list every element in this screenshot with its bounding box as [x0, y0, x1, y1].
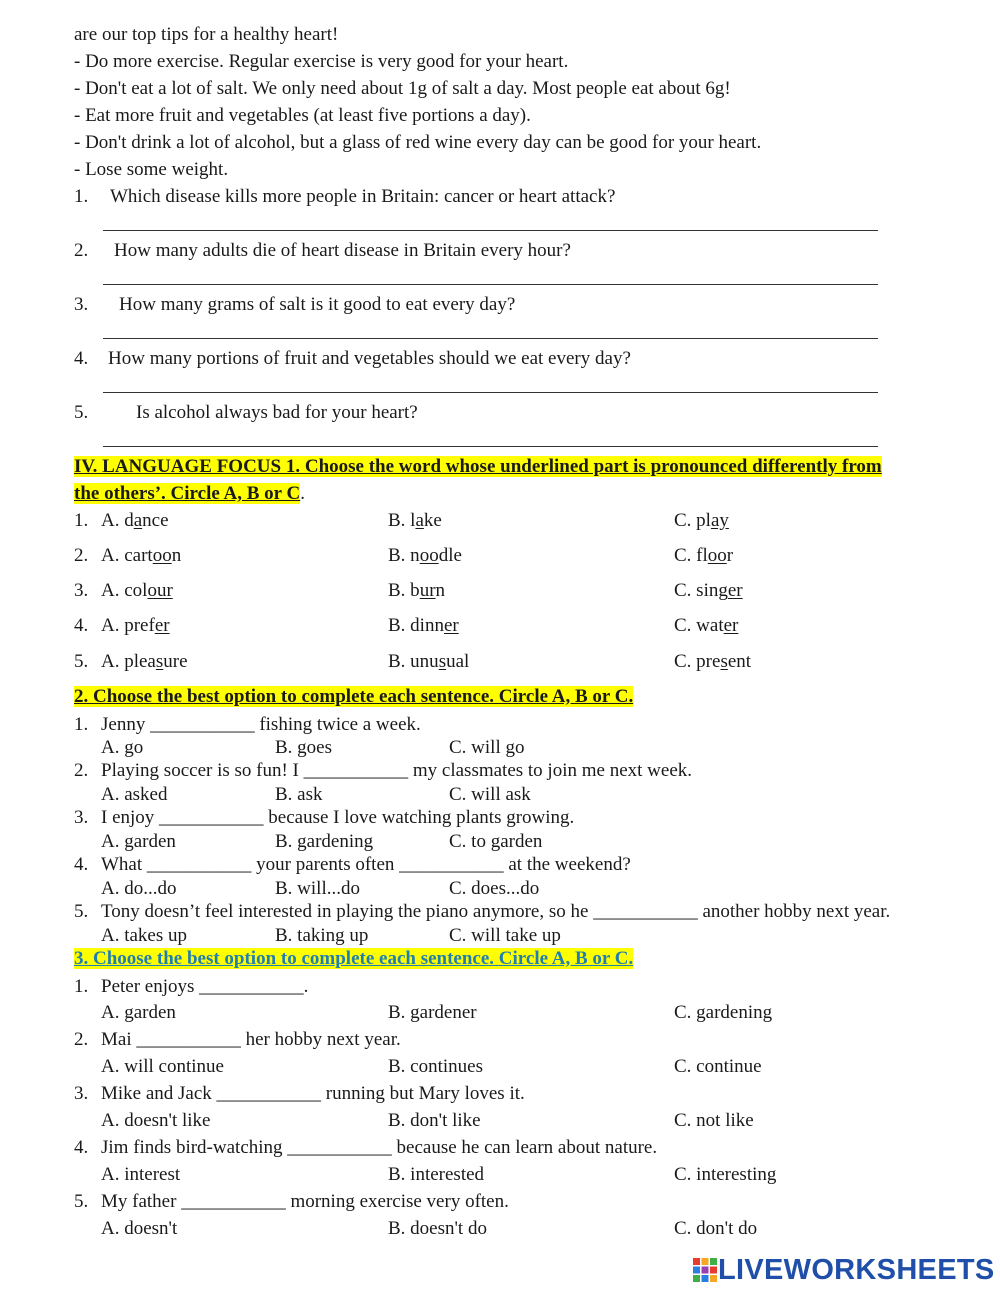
- option-b[interactable]: B. continues: [388, 1056, 483, 1077]
- answer-line[interactable]: [103, 284, 878, 285]
- question-text: How many portions of fruit and vegetables should we eat every day?: [108, 348, 631, 369]
- option-a[interactable]: A. will continue: [101, 1056, 224, 1077]
- item-sentence: Peter enjoys ___________.: [101, 976, 309, 997]
- option-c[interactable]: C. floor: [674, 545, 734, 566]
- item-number: 3.: [74, 807, 89, 828]
- question-text: How many adults die of heart disease in Britain every hour?: [114, 240, 571, 261]
- item-sentence: Playing soccer is so fun! I ___________ my classmates to join me next week.: [101, 760, 693, 781]
- item-number: 1.: [74, 714, 89, 735]
- option-a[interactable]: A. colour: [101, 580, 173, 601]
- section1-heading-period: .: [300, 483, 305, 504]
- question-number: 3.: [74, 294, 89, 315]
- option-b[interactable]: B. interested: [388, 1164, 485, 1185]
- option-a[interactable]: A. doesn't: [101, 1218, 178, 1239]
- item-sentence: Mai ___________ her hobby next year.: [101, 1029, 401, 1050]
- answer-line[interactable]: [103, 392, 878, 393]
- option-b[interactable]: B. taking up: [275, 925, 369, 946]
- option-b[interactable]: B. gardening: [275, 831, 374, 852]
- option-b[interactable]: B. unusual: [388, 651, 470, 672]
- question-number: 4.: [74, 348, 89, 369]
- item-sentence: Mike and Jack ___________ running but Mary loves it.: [101, 1083, 525, 1104]
- option-b[interactable]: B. burn: [388, 580, 446, 601]
- option-c[interactable]: C. does...do: [449, 878, 540, 899]
- item-sentence: What ___________ your parents often ___________ at the weekend?: [101, 854, 631, 875]
- question-text: Which disease kills more people in Britain: cancer or heart attack?: [110, 186, 616, 207]
- section1-heading-line1: [74, 456, 882, 478]
- option-b[interactable]: B. will...do: [275, 878, 360, 899]
- option-a[interactable]: A. go: [101, 737, 144, 758]
- item-number: 5.: [74, 1191, 89, 1212]
- option-b[interactable]: B. goes: [275, 737, 332, 758]
- tip-line: - Don't drink a lot of alcohol, but a glass of red wine every day can be good for your heart.: [74, 132, 762, 153]
- option-a[interactable]: A. do...do: [101, 878, 177, 899]
- option-a[interactable]: A. garden: [101, 1002, 176, 1023]
- item-sentence: I enjoy ___________ because I love watching plants growing.: [101, 807, 575, 828]
- question-text: How many grams of salt is it good to eat every day?: [119, 294, 516, 315]
- item-sentence: Jim finds bird-watching ___________ because he can learn about nature.: [101, 1137, 658, 1158]
- item-number: 3.: [74, 580, 89, 601]
- option-b[interactable]: B. dinner: [388, 615, 459, 636]
- item-number: 4.: [74, 615, 89, 636]
- option-b[interactable]: B. ask: [275, 784, 323, 805]
- section3-heading: [74, 948, 633, 970]
- section3-heading-text: 3. Choose the best option to complete each sentence. Circle A, B or C.: [74, 948, 634, 969]
- option-c[interactable]: C. will take up: [449, 925, 561, 946]
- question-text: Is alcohol always bad for your heart?: [136, 402, 418, 423]
- liveworksheets-logo-icon: [692, 1257, 718, 1283]
- option-b[interactable]: B. noodle: [388, 545, 462, 566]
- item-sentence: Jenny ___________ fishing twice a week.: [101, 714, 421, 735]
- tip-line: - Eat more fruit and vegetables (at least five portions a day).: [74, 105, 531, 126]
- answer-line[interactable]: [103, 230, 878, 231]
- option-c[interactable]: C. water: [674, 615, 739, 636]
- option-c[interactable]: C. present: [674, 651, 752, 672]
- option-c[interactable]: C. not like: [674, 1110, 754, 1131]
- question-number: 2.: [74, 240, 89, 261]
- item-number: 1.: [74, 510, 89, 531]
- item-number: 5.: [74, 901, 89, 922]
- brand-name: LIVEWORKSHEETS: [718, 1253, 995, 1286]
- option-b[interactable]: B. don't like: [388, 1110, 481, 1131]
- option-c[interactable]: C. singer: [674, 580, 743, 601]
- section1-heading-line2: [74, 483, 305, 505]
- item-number: 1.: [74, 976, 89, 997]
- tip-line: - Don't eat a lot of salt. We only need about 1g of salt a day. Most people eat about 6g!: [74, 78, 731, 99]
- item-number: 2.: [74, 545, 89, 566]
- reading-intro: are our top tips for a healthy heart!: [74, 24, 339, 45]
- option-c[interactable]: C. will ask: [449, 784, 531, 805]
- option-c[interactable]: C. to garden: [449, 831, 543, 852]
- item-number: 4.: [74, 1137, 89, 1158]
- section2-heading: [74, 686, 633, 708]
- section2-heading-text: 2. Choose the best option to complete each sentence. Circle A, B or C.: [74, 686, 634, 707]
- section1-heading-text: IV. LANGUAGE FOCUS 1. Choose the word whose underlined part is pronounced differently from: [74, 456, 882, 477]
- option-c[interactable]: C. interesting: [674, 1164, 777, 1185]
- item-sentence: My father ___________ morning exercise very often.: [101, 1191, 509, 1212]
- section1-heading-text: the others’. Circle A, B or C: [74, 483, 301, 504]
- option-a[interactable]: A. takes up: [101, 925, 188, 946]
- option-a[interactable]: A. prefer: [101, 615, 170, 636]
- option-b[interactable]: B. lake: [388, 510, 442, 531]
- answer-line[interactable]: [103, 338, 878, 339]
- item-number: 5.: [74, 651, 89, 672]
- question-number: 1.: [74, 186, 89, 207]
- option-a[interactable]: A. pleasure: [101, 651, 188, 672]
- option-b[interactable]: B. doesn't do: [388, 1218, 487, 1239]
- item-number: 3.: [74, 1083, 89, 1104]
- option-a[interactable]: A. cartoon: [101, 545, 182, 566]
- option-a[interactable]: A. garden: [101, 831, 176, 852]
- answer-line[interactable]: [103, 446, 878, 447]
- option-a[interactable]: A. dance: [101, 510, 169, 531]
- tip-line: - Lose some weight.: [74, 159, 229, 180]
- item-number: 4.: [74, 854, 89, 875]
- item-number: 2.: [74, 760, 89, 781]
- question-number: 5.: [74, 402, 89, 423]
- item-sentence: Tony doesn’t feel interested in playing the piano anymore, so he ___________ another hobby next year.: [101, 901, 891, 922]
- option-b[interactable]: B. gardener: [388, 1002, 477, 1023]
- option-c[interactable]: C. play: [674, 510, 729, 531]
- option-a[interactable]: A. asked: [101, 784, 168, 805]
- liveworksheets-logo[interactable]: [692, 1252, 995, 1288]
- tip-line: - Do more exercise. Regular exercise is very good for your heart.: [74, 51, 569, 72]
- option-c[interactable]: C. gardening: [674, 1002, 773, 1023]
- option-c[interactable]: C. continue: [674, 1056, 762, 1077]
- option-c[interactable]: C. don't do: [674, 1218, 758, 1239]
- item-number: 2.: [74, 1029, 89, 1050]
- option-a[interactable]: A. doesn't like: [101, 1110, 211, 1131]
- option-a[interactable]: A. interest: [101, 1164, 181, 1185]
- option-c[interactable]: C. will go: [449, 737, 525, 758]
